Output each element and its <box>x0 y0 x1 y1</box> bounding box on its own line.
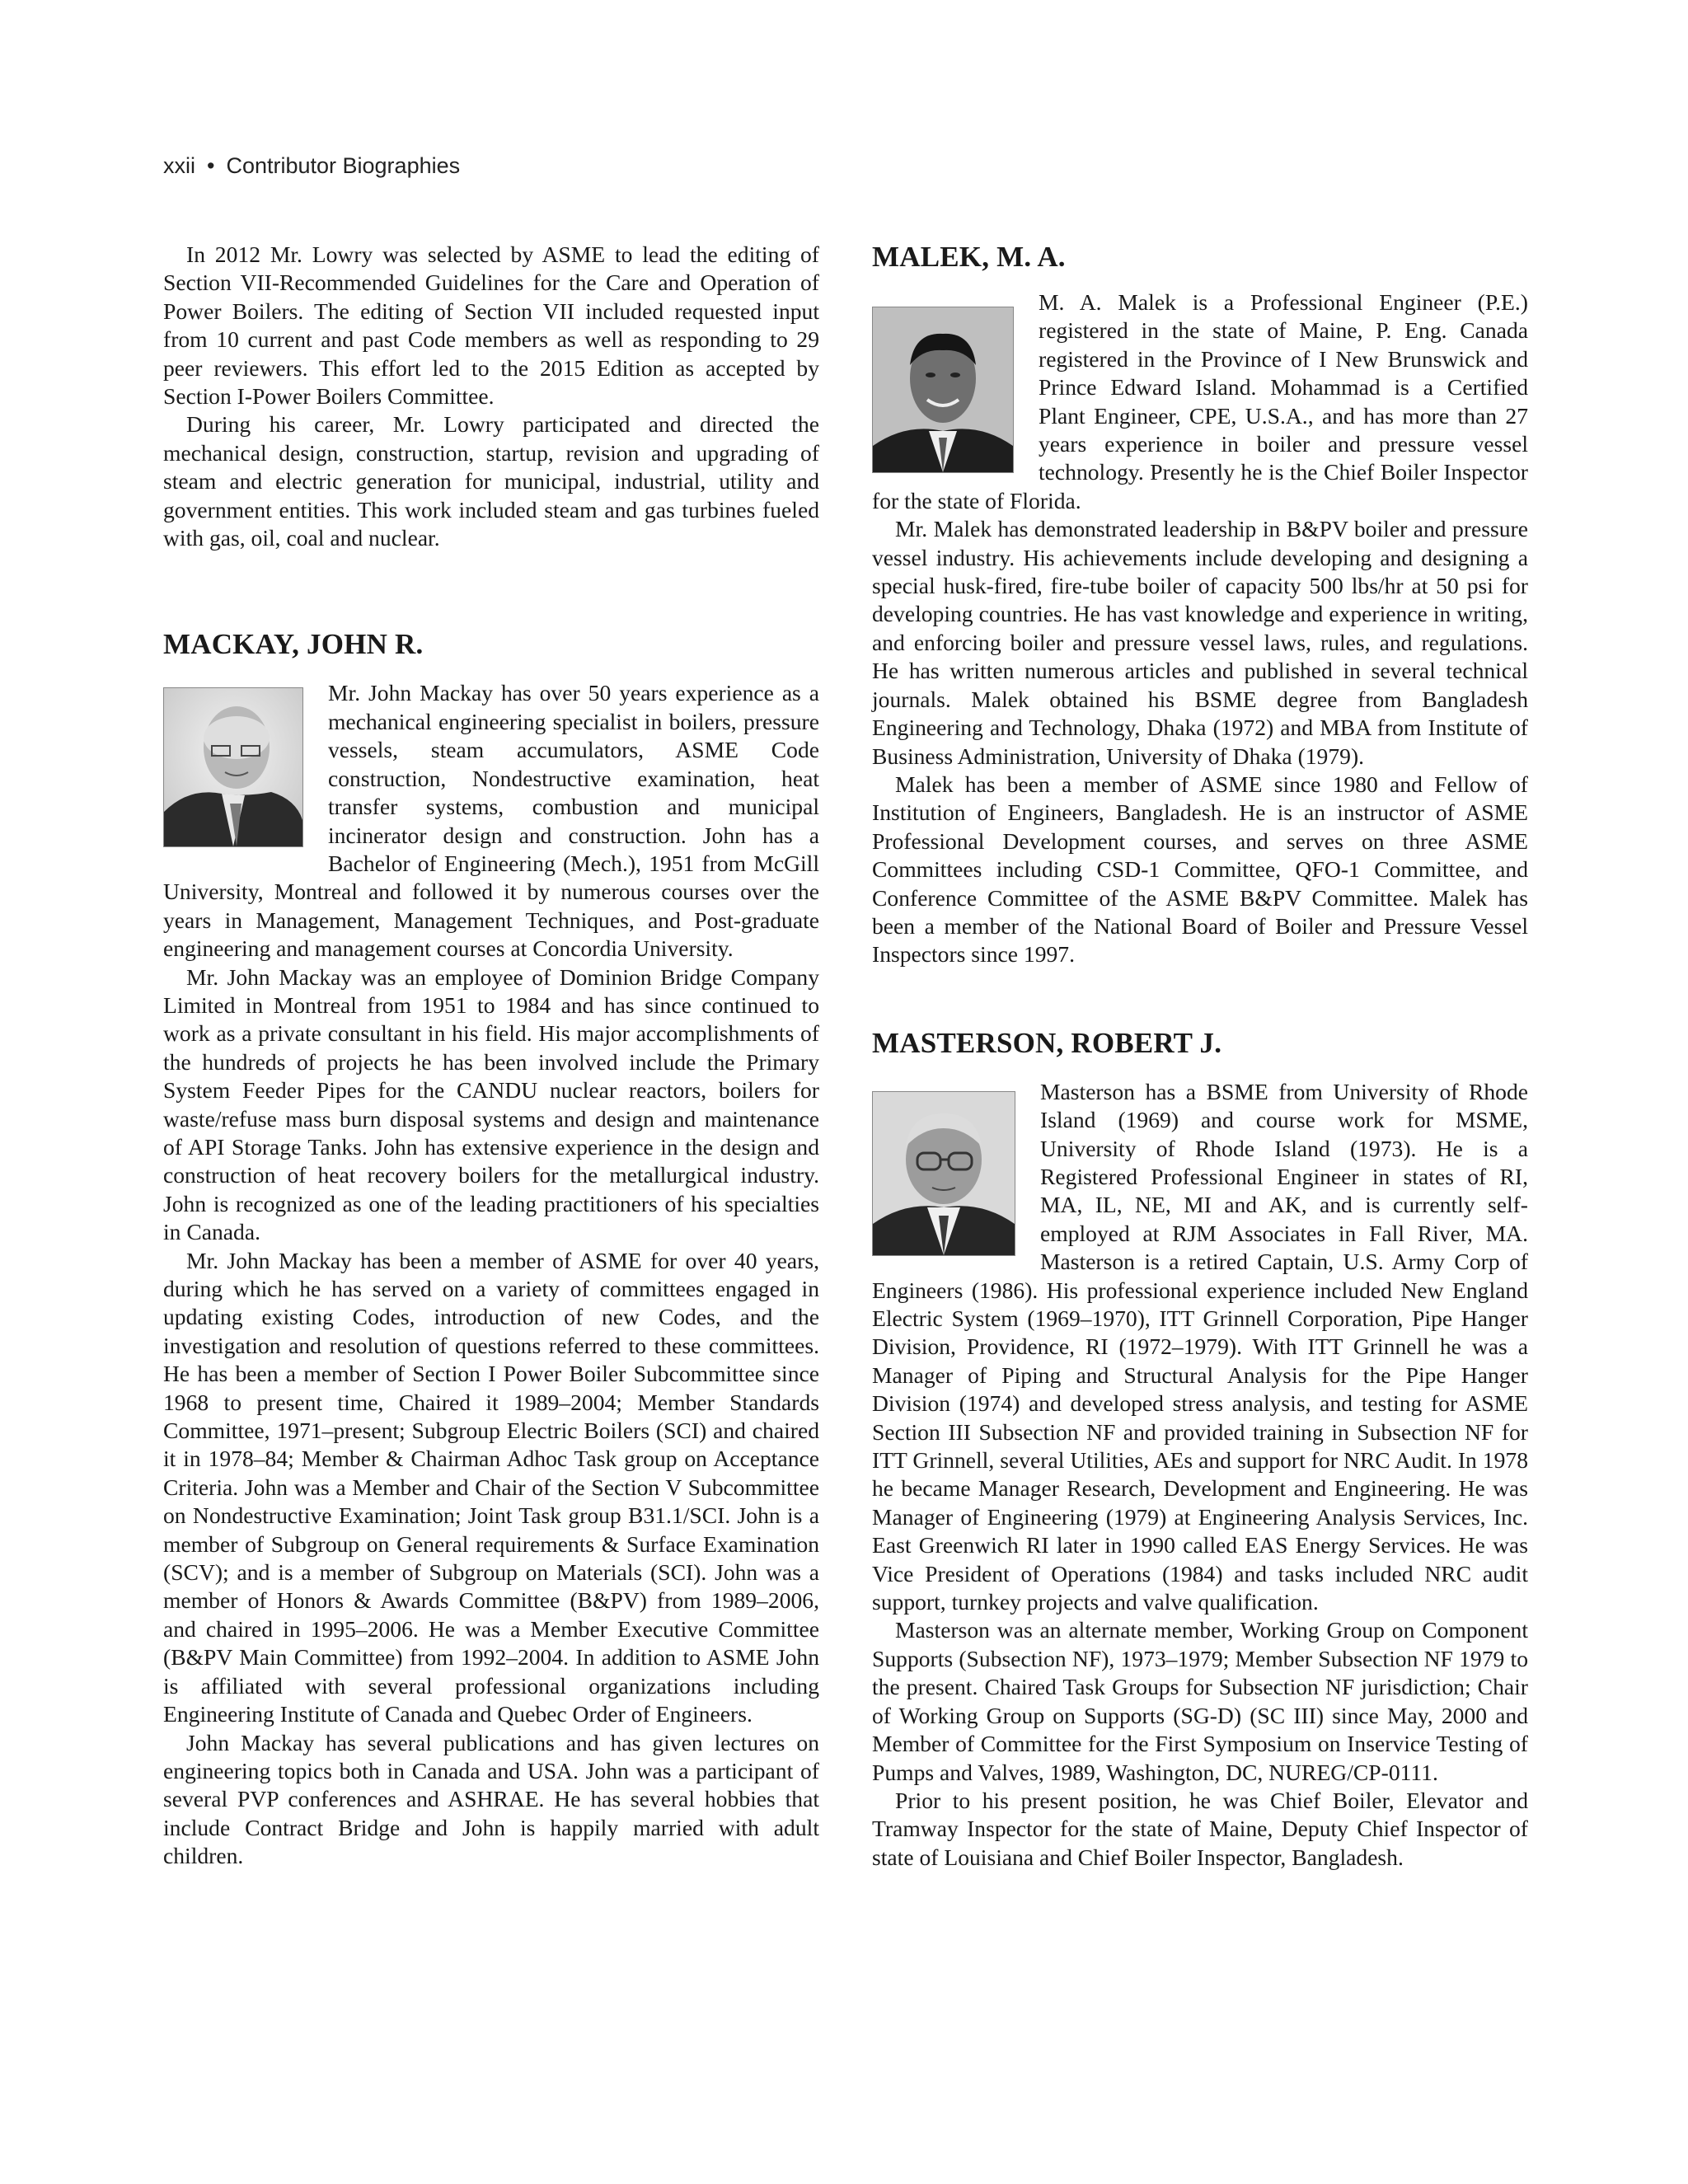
running-head <box>163 153 460 179</box>
bio-paragraph: Mr. Malek has demonstrated leadership in B&PV boiler and pressure vessel industry. His achievements include developing and designing a special husk-fired, fire-tube boiler of capacity 500 lbs/hr at 50 psi for developing countries. He has vast knowledge and experience in writing, and enforcing boiler and pressure vessel laws, rules, and regulations. He has written numerous articles and published in several technical journals. Malek obtained his BSME degree from Bangladesh Engineering and Technology, Dhaka (1972) and MBA from Institute of Business Administration, University of Dhaka (1979). <box>872 516 1528 769</box>
header-separator: • <box>207 153 215 178</box>
bio-paragraph: Mr. John Mackay has been a member of ASME for over 40 years, during which he has served on a variety of committees engaged in updating existing Codes, introduction of new Codes, and the investigation and resolution of questions referred to these committees. He has been a member of Section I Power Boiler Subcommittee since 1968 to present time, Chaired it 1989–2004; Member Standards Committee, 1971–present; Subgroup Electric Boilers (SCI) and chaired it in 1978–84; Member & Chairman Adhoc Task group on Acceptance Criteria. John was a Member and Chair of the Section V Subcommittee on Nondestructive Examination; Joint Task group B31.1/SCI. John is a member of Subgroup on General requirements & Surface Examination (SCV); and is a member of Subgroup on Materials (SCI). John was a member of Honors & Awards Committee (B&PV) from 1989–2006, and chaired in 1995–2006. He was a Member Executive Committee (B&PV Main Committee) from 1992–2004. In addition to ASME John is affiliated with several professional organizations including Engineering Institute of Canada and Quebec Order of Engineers. <box>163 1247 819 1727</box>
portrait-photo-malek <box>872 307 1014 473</box>
bio-text <box>163 679 819 1870</box>
portrait-photo-mackay <box>163 687 303 847</box>
bio-entry-malek <box>872 241 1528 969</box>
entry-name: MALEK, M. A. <box>872 241 1066 273</box>
body-paragraph: In 2012 Mr. Lowry was selected by ASME to lead the editing of Section VII-Recommended Guidelines for the Care and Operation of Power Boilers. The editing of Section VII included requested input from 10 current and past Code members as well as responding to 29 peer reviewers. This effort led to the 2015 Edition as accepted by Section I-Power Boilers Committee. <box>163 241 819 410</box>
page-number: xxii <box>163 153 195 178</box>
bio-paragraph: Masterson was an alternate member, Working Group on Component Supports (Subsection NF), 1973–1979; Member Subsection NF 1979 to the present. Chaired Task Groups for Subsection NF jurisdiction; Chair of Working Group on Supports (SG-D) (SC III) since May, 2000 and Member of Committee for the First Symposium on Inservice Testing of Pumps and Valves, 1989, Washington, DC, NUREG/CP-0111. <box>872 1617 1528 1785</box>
left-column <box>163 241 819 1871</box>
entry-name: MACKAY, JOHN R. <box>163 628 424 661</box>
bio-entry-masterson <box>872 1027 1528 1872</box>
bio-paragraph: John Mackay has several publications and has given lectures on engineering topics both in Canada and USA. John was a participant of several PVP conferences and ASHRAE. He has several hobbies that include Contract Bridge and John is happily married with adult children. <box>163 1729 819 1869</box>
bio-paragraph: Malek has been a member of ASME since 1980 and Fellow of Institution of Engineers, Bangladesh. He is an instructor of ASME Professional Development courses, and serves on three ASME Committees including CSD-1 Committee, QFO-1 Committee, and Conference Committee of the ASME B&PV Committee. Malek has been a member of the National Board of Boiler and Pressure Vessel Inspectors since 1997. <box>872 771 1528 968</box>
bio-paragraph: Masterson has a BSME from University of Rhode Island (1969) and course work for MSME, University of Rhode Island (1973). He is a Registered Professional Engineer in states of RI, MA, IL, NE, MI and AK, and is currently self-employed at RJM Associates in Fall River, MA. Masterson is a retired Captain, U.S. Army Corp of Engineers (1986). His professional experience included New England Electric System (1969–1970), ITT Grinnell Corporation, Pipe Hanger Division, Providence, RI (1972–1979). With ITT Grinnell he was a Manager of Piping and Structural Analysis for the Pipe Hanger Division (1974) and developed stress analysis, and testing for ASME Section III Subsection NF and provided training in Subsection NF for ITT Grinnell, several Utilities, AEs and support for NRC Audit. In 1978 he became Manager Research, Development and Engineering. He was Manager of Engineering (1979) at Engineering Analysis Services, Inc. East Greenwich RI later in 1990 called EAS Energy Services. He was Vice President of Operations (1984) and tasks included NRC audit support, turnkey projects and valve qualification. <box>872 1078 1528 1615</box>
bio-paragraph: Mr. John Mackay has over 50 years experience as a mechanical engineering specialist in boilers, pressure vessels, steam accumulators, ASME Code construction, Nondestructive examination, heat transfer systems, combustion and municipal incinerator design and construction. John has a Bachelor of Engineering (Mech.), 1951 from McGill University, Montreal and followed it by numerous courses over the years in Management, Management Techniques, and Post-graduate engineering and management courses at Concordia University. <box>163 680 819 962</box>
right-column <box>872 241 1528 1872</box>
bio-paragraph: Mr. John Mackay was an employee of Dominion Bridge Company Limited in Montreal from 1951 to 1984 and has since continued to work as a private consultant in his field. His major accomplishments of the hundreds of projects he has been involved include the Primary System Feeder Pipes for the CANDU nuclear reactors, boilers for waste/refuse mass burn disposal systems and design and maintenance of API Storage Tanks. John has extensive experience in the design and construction of heat recovery boilers for the metallurgical industry. John is recognized as one of the leading practitioners of his specialties in Canada. <box>163 963 819 1245</box>
section-title: Contributor Biographies <box>226 153 461 178</box>
portrait-photo-masterson <box>872 1091 1015 1256</box>
entry-name: MASTERSON, ROBERT J. <box>872 1026 1222 1059</box>
lowry-continuation <box>163 241 819 552</box>
bio-paragraph: Prior to his present position, he was Chief Boiler, Elevator and Tramway Inspector for the state of Maine, Deputy Chief Inspector of state of Louisiana and Chief Boiler Inspector, Bangladesh. <box>872 1787 1528 1870</box>
bio-paragraph: M. A. Malek is a Professional Engineer (P.E.) registered in the state of Maine, P. Eng. Canada registered in the Province of I New Brunswick and Prince Edward Island. Mohammad is a Certified Plant Engineer, CPE, U.S.A., and has more than 27 years experience in boiler and pressure vessel technology. Presently he is the Chief Boiler Inspector for the state of Florida. <box>872 289 1528 513</box>
body-paragraph: During his career, Mr. Lowry participated and directed the mechanical design, construction, startup, revision and upgrading of steam and electric generation for municipal, industrial, utility and government entities. This work included steam and gas turbines fueled with gas, oil, coal and nuclear. <box>163 411 819 551</box>
bio-entry-mackay <box>163 628 819 1870</box>
